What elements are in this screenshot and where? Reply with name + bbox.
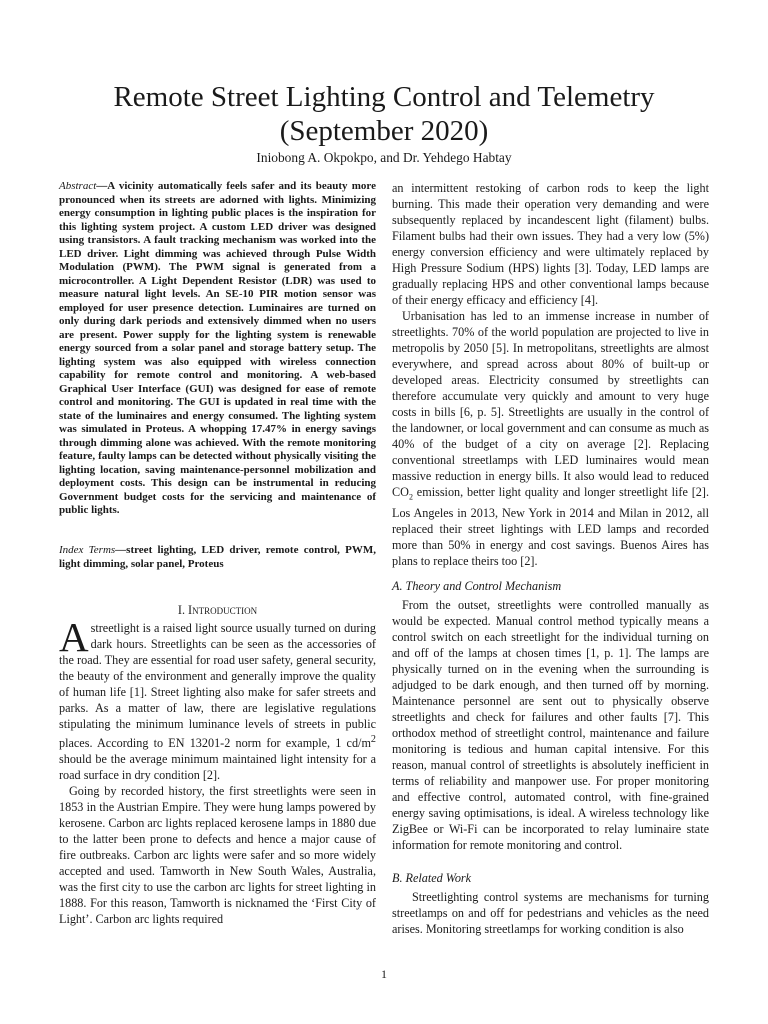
paper-title — [0, 80, 768, 148]
title-line-2: (September 2020) — [279, 115, 489, 147]
right-paragraph-1: an intermittent restoking of carbon rods to keep the light burning. This made their operation very demanding and were subsequently replaced by incandescent light (filament) bulbs. Filament bulbs had their own issues. They had a very low (5%) energy conversion efficiency and were ultimately replaced by High Pressure Sodium (HPS) lights [3]. Today, LED lamps are gradually replacing HPS and other conventional lamps because of their energy efficacy and efficiency [4]. — [392, 181, 709, 307]
abstract-body: —A vicinity automatically feels safer and its beauty more pronounced when its streets are adorned with lights. Minimizing energy consumption in lighting public places is the inspiration for this lighting system project. A custom LED driver was designed using transistors. A fault tracking mechanism was worked into the LED driver. Light dimming was achieved through Pulse Width Modulation (PWM). The PWM signal is generated from a microcontroller. A Light Dependent Resistor (LDR) was used to measure natural light levels. An SE-10 PIR motion sensor was employed for user presence detection. Luminaires are turned on only during dark periods and extensively dimmed when no users are present. Power supply for the lighting system is renewable energy sourced from a solar panel and storage battery setup. The lighting system was also equipped with wireless connection capability for remote control and monitoring. A web-based Graphical User Interface (GUI) was designed for ease of remote control and monitoring. The GUI is updated in real time with the state of the luminaires and energy consumed. The lighting system was simulated in Proteus. A whopping 17.47% in energy savings through dimming alone was achieved. With the remote monitoring feature, faulty lamps can be detected without physically visiting the lighting location, saving maintenance-personnel mobilization and deployment costs. This design can be instrumental in reducing Government budget costs for the servicing and maintenance of public lights. — [59, 180, 376, 516]
section-number: I. — [177, 603, 189, 617]
abstract — [59, 180, 376, 518]
title-line-1: Remote Street Lighting Control and Telemetry — [113, 81, 655, 113]
subsection-b-text — [392, 889, 709, 937]
subsection-heading-b: B. Related Work — [392, 871, 472, 885]
page-number: 1 — [381, 967, 387, 981]
intro-paragraph-1 — [59, 614, 376, 783]
index-terms-lead: Index Terms — [59, 544, 116, 556]
abstract-lead: Abstract — [59, 180, 97, 192]
right-p2-part-b: emission, better light quality and longer streetlight life [2]. Los Angeles in 2013, New York in 2014 and Milan in 2012, all replaced their street lightings with LED lamps and recorded more than 50% in energy and cost savings. Buenos Aires has plans to replace theirs too [2]. — [392, 485, 709, 569]
right-p2-part-a: Urbanisation has led to an immense increase in number of streetlights. 70% of the world population are projected to live in metropolis by 2050 [5]. In metropolitans, streetlights are almost everywhere, and spread across about 80% of built-up or developed areas. Electricity consumed by streetlights can therefore accumulate very quickly and amount to very huge costs in bills [6, p. 5]. Streetlights are usually in the control of the landowner, or local government and can consume as much as 40% of the budget of a city on average [2]. Replacing conventional streetlamps with LED luminaires would mean massive reduction in energy bills. It also would lead to reduced CO — [392, 309, 709, 499]
right-column-text — [392, 180, 709, 569]
index-terms-body: —street lighting, LED driver, remote control, PWM, light dimming, solar panel, Proteus — [59, 544, 376, 570]
intro-p1-part-b: should be the average minimum maintained light intensity for a road surface in dry condition [2]. — [59, 752, 376, 783]
section-title: Introduction — [188, 603, 258, 617]
drop-cap: A — [59, 614, 89, 660]
subsection-a-text — [392, 597, 709, 853]
author-list: Iniobong A. Okpokpo, and Dr. Yehdego Habtay — [256, 150, 512, 165]
introduction-text — [59, 614, 376, 927]
subsection-a-paragraph: From the outset, streetlights were controlled manually as would be expected. Manual control method typically means a control switch on each streetlight for the individual turning on and off of the lamps at chosen times [1, p. 1]. The lamps are physically turned on in the evening when the surrounding is adjudged to be dark enough, and then turned off by morning. Maintenance personnel are sent out to physically observe streetlights and check for failures and other faults [7]. This orthodox method of streetlight control, maintenance and failure monitoring is tedious and human capital intensive. For this reason, manual control of streetlights is absolutely inefficient in terms of reliability and manpower use. For proper monitoring and effective control, automated control, with fine-grained energy saving optimisations, is ideal. A wireless technology like ZigBee or Wi-Fi can be incorporated to relay luminaire state information for remote monitoring and control. — [392, 598, 709, 852]
intro-paragraph-2: Going by recorded history, the first streetlights were seen in 1853 in the Austrian Empire. They were hung lamps powered by kerosene. Carbon arc lights replaced kerosene lamps in 1880 due to the latter been prone to defects and hence a major cause of fire outbreaks. Carbon arc lights were safer and so more widely accepted and used. Tamworth in New South Wales, Australia, was the first city to use the carbon arc lights for street lighting in 1888. For this reason, Tamworth is nicknamed the ‘First City of Light’. Carbon arc lights required — [59, 784, 376, 927]
section-heading-introduction — [59, 602, 376, 618]
subsection-heading-a: A. Theory and Control Mechanism — [392, 579, 562, 593]
subsection-b-paragraph: Streetlighting control systems are mechanisms for turning streetlamps on and off for pedestrians and vehicles as the need arises. Monitoring streetlamps for working condition is also — [392, 890, 709, 936]
intro-p1-superscript: 2 — [370, 734, 376, 745]
right-paragraph-2 — [392, 308, 709, 569]
index-terms — [59, 544, 376, 571]
right-p2-subscript: 2 — [408, 492, 413, 502]
intro-p1-part-a: streetlight is a raised light source usually turned on during dark hours. Streetlights can be seen as the accessories of the road. They are essential for road user safety, general security, the beauty of the environment and generally improve the quality of human life [1]. Street lighting also make for safer streets and parks. As a matter of law, there are legislative regulations stipulating the minimum luminance levels of streets in public places. According to EN 13201-2 norm for example, 1 cd/m — [59, 621, 376, 751]
